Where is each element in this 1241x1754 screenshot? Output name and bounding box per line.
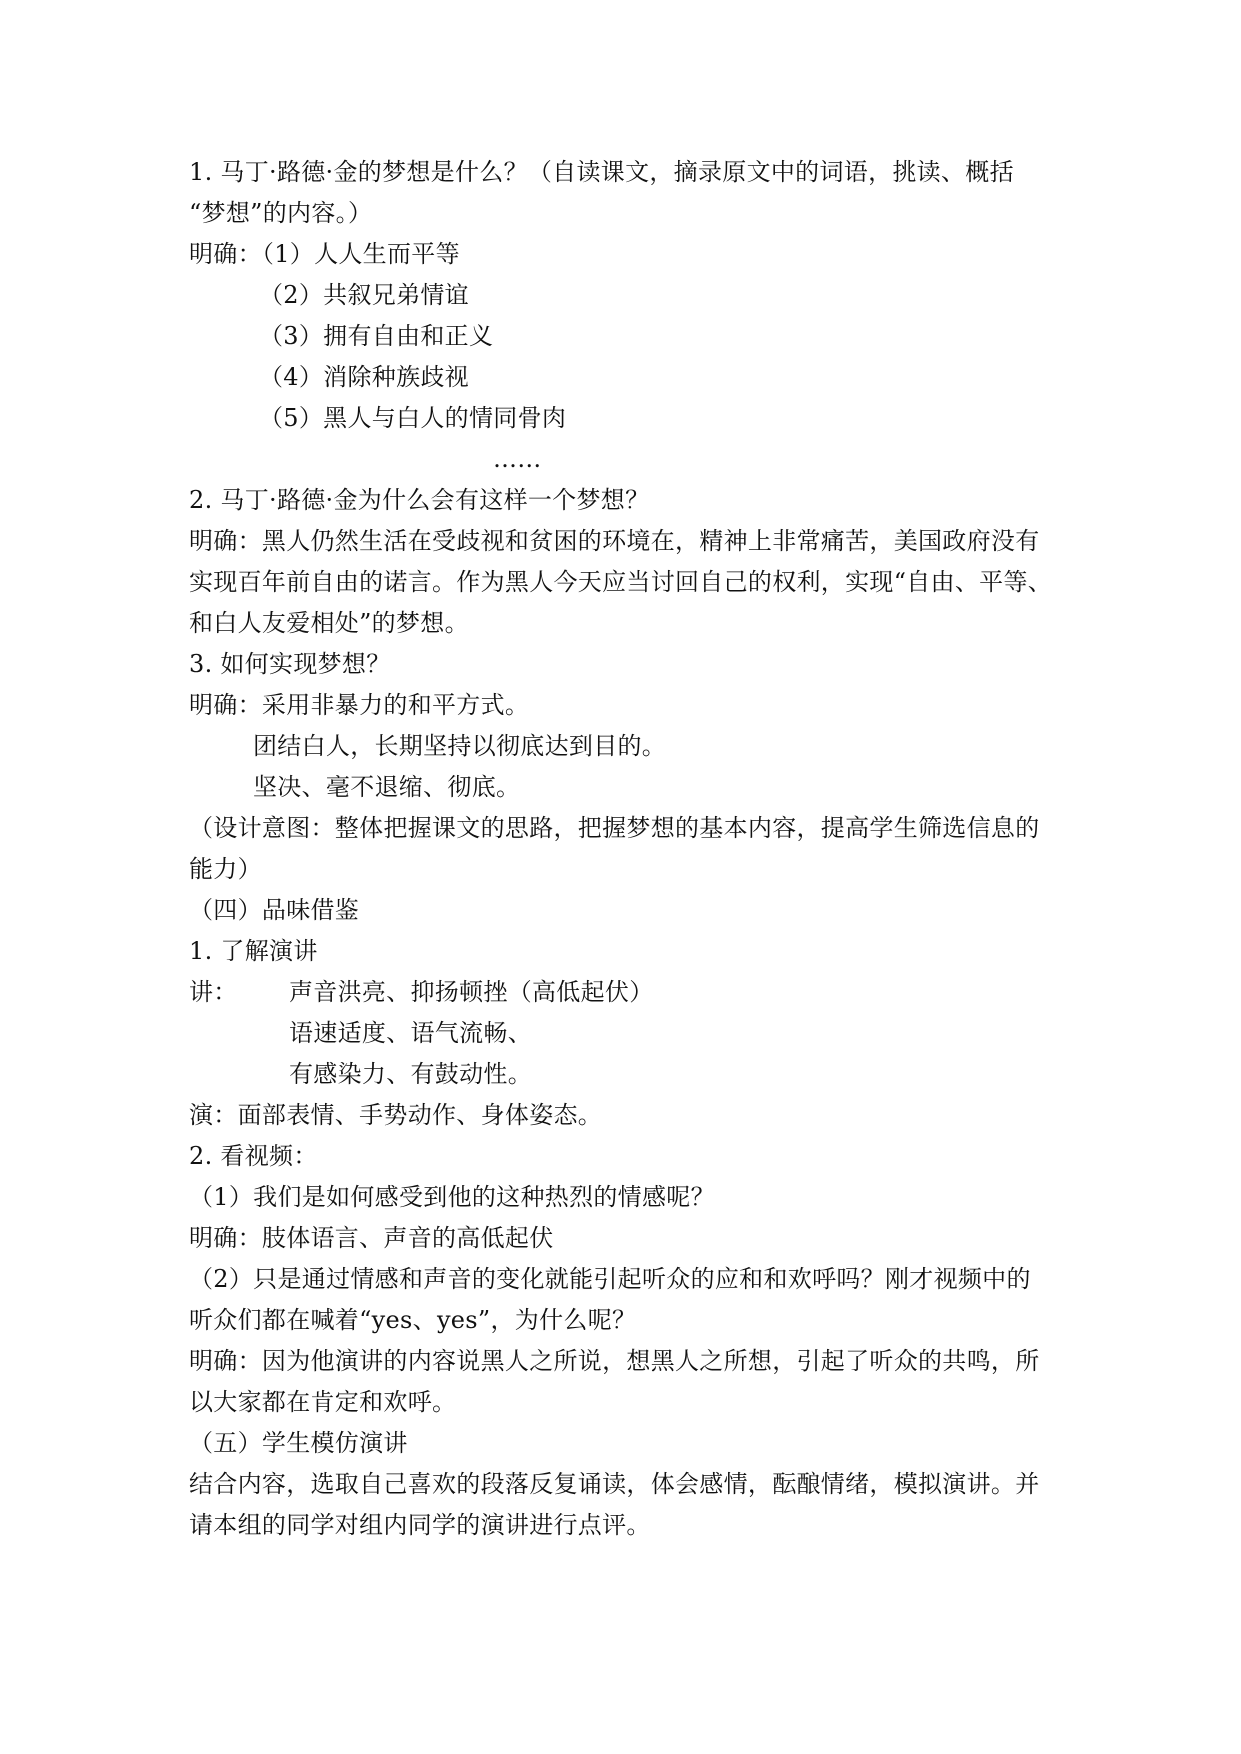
video-question-2-line-1: （2）只是通过情感和声音的变化就能引起听众的应和和欢呼吗？刚才视频中的 [189, 1265, 1031, 1293]
section-4-item-2: 2. 看视频： [189, 1142, 318, 1170]
video-question-2-line-2: 听众们都在喊着“yes、yes”，为什么呢？ [189, 1306, 637, 1334]
answer-3-line-1: 明确：采用非暴力的和平方式。 [189, 691, 530, 719]
answer-3-line-2: 团结白人，长期坚持以彻底达到目的。 [253, 732, 667, 760]
question-2: 2. 马丁·路德·金为什么会有这样一个梦想？ [189, 486, 650, 514]
video-answer-2-line-1: 明确：因为他演讲的内容说黑人之所说，想黑人之所想，引起了听众的共鸣，所 [189, 1347, 1040, 1375]
design-intent-line-1: （设计意图：整体把握课文的思路，把握梦想的基本内容，提高学生筛选信息的 [189, 814, 1040, 842]
answer-1-item-2: （2）共叙兄弟情谊 [259, 281, 469, 309]
answer-2-line-2: 实现百年前自由的诺言。作为黑人今天应当讨回自己的权利，实现“自由、平等、 [189, 568, 1053, 596]
section-5-heading: （五）学生模仿演讲 [189, 1429, 408, 1457]
question-1-line-1: 1. 马丁·路德·金的梦想是什么？（自读课文，摘录原文中的词语，挑读、概括 [189, 158, 1014, 186]
speech-label: 讲： [189, 978, 238, 1006]
answer-2-line-3: 和白人友爱相处”的梦想。 [189, 609, 469, 637]
ellipsis: …… [493, 445, 542, 473]
performance-line: 演：面部表情、手势动作、身体姿态。 [189, 1101, 603, 1129]
answer-3-line-3: 坚决、毫不退缩、彻底。 [253, 773, 521, 801]
question-1-line-2: “梦想”的内容。） [189, 199, 373, 227]
answer-1-item-3: （3）拥有自由和正义 [259, 322, 494, 350]
answer-1-item-5: （5）黑人与白人的情同骨肉 [259, 404, 567, 432]
speech-point-1: 声音洪亮、抑扬顿挫（高低起伏） [289, 978, 654, 1006]
speech-point-2: 语速适度、语气流畅、 [289, 1019, 532, 1047]
section-5-line-1: 结合内容，选取自己喜欢的段落反复诵读，体会感情，酝酿情绪，模拟演讲。并 [189, 1470, 1040, 1498]
design-intent-line-2: 能力） [189, 855, 262, 883]
answer-1-label: 明确：（1）人人生而平等 [189, 240, 460, 268]
video-question-1: （1）我们是如何感受到他的这种热烈的情感呢？ [189, 1183, 715, 1211]
section-4-item-1: 1. 了解演讲 [189, 937, 318, 965]
section-4-heading: （四）品味借鉴 [189, 896, 360, 924]
speech-point-3: 有感染力、有鼓动性。 [289, 1060, 532, 1088]
answer-1-item-4: （4）消除种族歧视 [259, 363, 469, 391]
video-answer-2-line-2: 以大家都在肯定和欢呼。 [189, 1388, 457, 1416]
section-5-line-2: 请本组的同学对组内同学的演讲进行点评。 [189, 1511, 651, 1539]
video-answer-1: 明确：肢体语言、声音的高低起伏 [189, 1224, 554, 1252]
answer-2-line-1: 明确：黑人仍然生活在受歧视和贫困的环境在，精神上非常痛苦，美国政府没有 [189, 527, 1040, 555]
question-3: 3. 如何实现梦想？ [189, 650, 391, 678]
